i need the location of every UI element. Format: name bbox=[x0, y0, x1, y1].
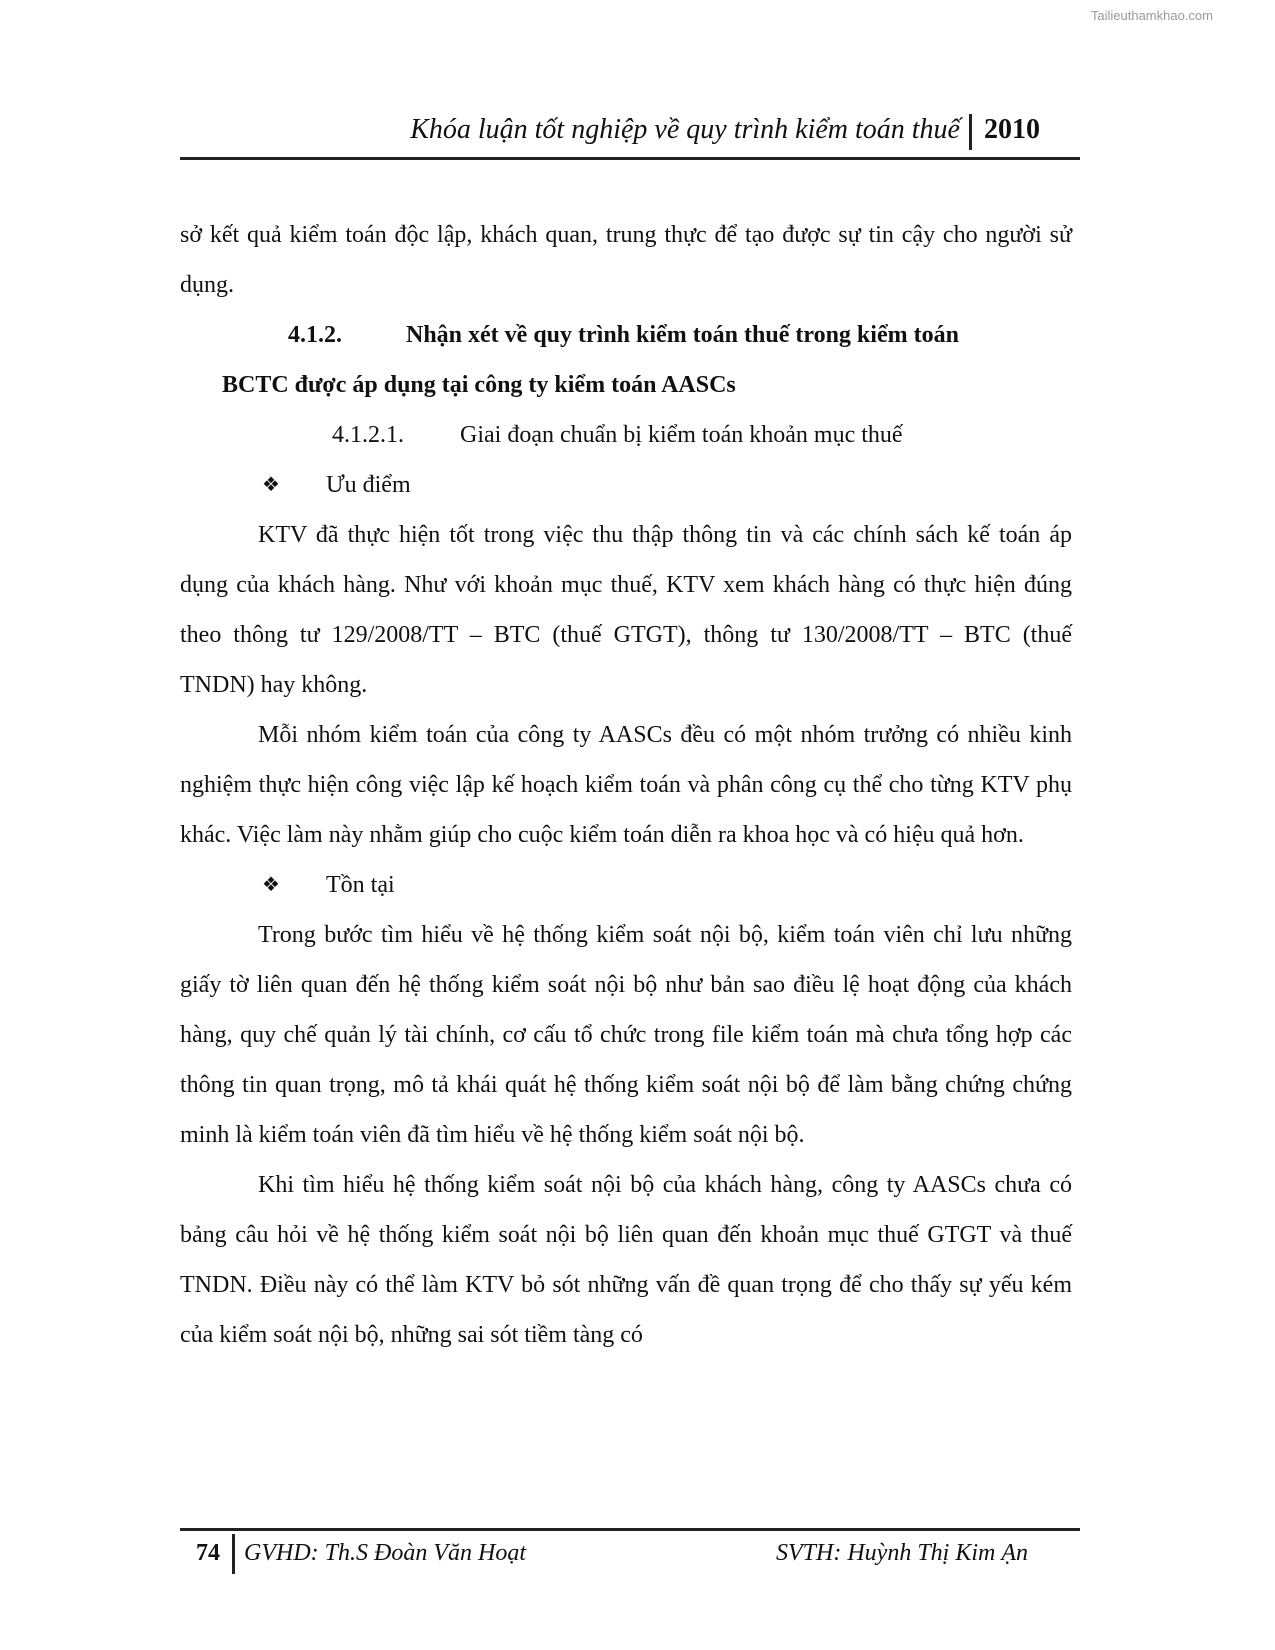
footer-separator bbox=[232, 1534, 235, 1574]
section-heading bbox=[180, 310, 1072, 410]
section-title-line1: Nhận xét về quy trình kiểm toán thuế trong kiểm toán bbox=[406, 322, 959, 348]
bullet-advantages-label: Ưu điểm bbox=[326, 472, 411, 498]
header-title: Khóa luận tốt nghiệp về quy trình kiểm toán thuế bbox=[410, 114, 960, 145]
bullet-limitations-label: Tồn tại bbox=[326, 872, 395, 898]
subsection-heading bbox=[180, 410, 1072, 460]
footer-rule bbox=[180, 1528, 1080, 1531]
paragraph-advantages-2: Mỗi nhóm kiểm toán của công ty AASCs đều có một nhóm trưởng có nhiều kinh nghiệm thực hiện công việc lập kế hoạch kiểm toán và phân công cụ thể cho từng KTV phụ khác. Việc làm này nhằm giúp cho cuộc kiểm toán diễn ra khoa học và có hiệu quả hơn. bbox=[180, 722, 1072, 848]
page-footer bbox=[180, 1528, 1080, 1584]
page-number: 74 bbox=[196, 1540, 220, 1566]
diamond-bullet-icon: ❖ bbox=[262, 874, 280, 896]
bullet-limitations bbox=[180, 860, 1072, 910]
header-rule bbox=[180, 157, 1080, 160]
subsection-title: Giai đoạn chuẩn bị kiểm toán khoản mục thuế bbox=[460, 422, 903, 448]
page-header bbox=[180, 108, 1080, 160]
section-number: 4.1.2. bbox=[288, 322, 342, 348]
paragraph-continuation: sở kết quả kiểm toán độc lập, khách quan, trung thực để tạo được sự tin cậy cho người sử dụng. bbox=[180, 222, 1072, 298]
footer-student: SVTH: Huỳnh Thị Kim Ạn bbox=[776, 1540, 1028, 1566]
paragraph-limitations-1: Trong bước tìm hiểu về hệ thống kiểm soát nội bộ, kiểm toán viên chỉ lưu những giấy tờ liên quan đến hệ thống kiểm soát nội bộ như bản sao điều lệ hoạt động của khách hàng, quy chế quản lý tài chính, cơ cấu tổ chức trong file kiểm toán mà chưa tổng hợp các thông tin quan trọng, mô tả khái quát hệ thống kiểm soát nội bộ để làm bằng chứng chứng minh là kiểm toán viên đã tìm hiểu về hệ thống kiểm soát nội bộ. bbox=[180, 922, 1072, 1148]
header-separator bbox=[969, 114, 972, 150]
section-title-line2: BCTC được áp dụng tại công ty kiểm toán AASCs bbox=[222, 372, 736, 398]
bullet-advantages bbox=[180, 460, 1072, 510]
footer-advisor: GVHD: Th.S Đoàn Văn Hoạt bbox=[244, 1540, 526, 1566]
page-body bbox=[180, 210, 1072, 1360]
header-year: 2010 bbox=[984, 114, 1040, 145]
subsection-number: 4.1.2.1. bbox=[332, 422, 404, 448]
diamond-bullet-icon: ❖ bbox=[262, 474, 280, 496]
paragraph-limitations-2: Khi tìm hiểu hệ thống kiểm soát nội bộ của khách hàng, công ty AASCs chưa có bảng câu hỏi về hệ thống kiểm soát nội bộ liên quan đến khoản mục thuế GTGT và thuế TNDN. Điều này có thể làm KTV bỏ sót những vấn đề quan trọng để cho thấy sự yếu kém của kiểm soát nội bộ, những sai sót tiềm tàng có bbox=[180, 1172, 1072, 1348]
watermark: Tailieuthamkhao.com bbox=[1090, 8, 1213, 23]
paragraph-advantages-1: KTV đã thực hiện tốt trong việc thu thập thông tin và các chính sách kế toán áp dụng của khách hàng. Như với khoản mục thuế, KTV xem khách hàng có thực hiện đúng theo thông tư 129/2008/TT – BTC (thuế GTGT), thông tư 130/2008/TT – BTC (thuế TNDN) hay không. bbox=[180, 522, 1072, 698]
